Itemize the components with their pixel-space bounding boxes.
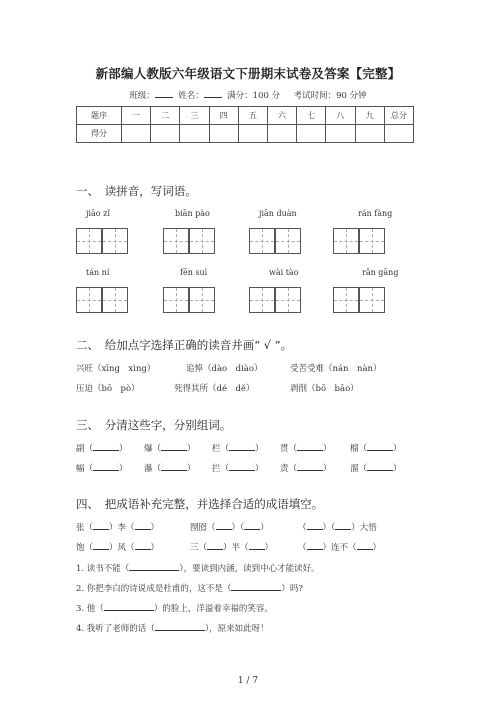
word-group-item: 栏（ ）	[212, 444, 264, 454]
character: 责	[280, 464, 289, 474]
word-group-item: 溜（ ）	[350, 464, 402, 474]
question-text: ），原来如此呀！	[204, 624, 269, 634]
answer-blank[interactable]	[244, 521, 260, 530]
answer-blank[interactable]	[367, 462, 393, 471]
score-header-cell: 总分	[384, 107, 413, 125]
pronunciation-item: 追悼（dào diào）	[186, 364, 263, 374]
class-label: 班级：	[129, 91, 155, 101]
writing-box[interactable]	[333, 287, 359, 313]
answer-blank[interactable]	[297, 462, 323, 471]
name-blank	[204, 89, 222, 98]
character: 榴	[350, 444, 359, 454]
section-2-heading: 二、 给加点字选择正确的读音并画“ √ ”。	[76, 338, 293, 352]
answer-blank[interactable]	[357, 541, 373, 550]
character: 幅	[76, 464, 85, 474]
writing-box[interactable]	[189, 228, 215, 254]
pronunciation-item: 受苦受难（nán nàn）	[290, 364, 382, 374]
answer-blank[interactable]	[129, 562, 179, 571]
idiom-text: （	[298, 523, 307, 533]
fill-question-2	[76, 582, 303, 594]
score-header-cell: 二	[151, 107, 180, 125]
section-1-heading: 一、 读拼音，写词语。	[76, 184, 197, 198]
score-header-cell: 八	[326, 107, 355, 125]
answer-blank[interactable]	[231, 582, 281, 591]
writing-box[interactable]	[102, 287, 128, 313]
score-table-score-row	[77, 125, 414, 143]
character: 瀑	[144, 464, 153, 474]
pinyin-label: biān pào	[175, 209, 210, 218]
character: 拦	[212, 464, 221, 474]
answer-blank[interactable]	[297, 442, 323, 451]
answer-blank[interactable]	[155, 622, 205, 631]
score-cell[interactable]	[180, 125, 209, 143]
question-text: 1. 读书不能（	[76, 564, 130, 574]
idiom-text: ）半（	[223, 543, 249, 553]
score-cell[interactable]	[151, 125, 180, 143]
pronunciation-item: 死得其所（dé dě）	[174, 384, 255, 394]
pinyin-label: jiāo zǐ	[86, 209, 110, 218]
idiom-row	[190, 541, 273, 553]
pinyin-label: rán fàng	[358, 209, 393, 218]
answer-blank[interactable]	[93, 462, 119, 471]
page-title: 新部编人教版六年级语文下册期末试卷及答案【完整】	[95, 66, 401, 81]
answer-blank[interactable]	[335, 521, 351, 530]
idiom-text: 三（	[190, 543, 208, 553]
writing-box[interactable]	[359, 287, 385, 313]
pinyin-label: tán ní	[86, 268, 110, 277]
character: 爆	[144, 444, 153, 454]
idiom-row	[190, 521, 269, 533]
answer-blank[interactable]	[93, 541, 109, 550]
word-group-item: 副（ ）	[76, 444, 128, 454]
answer-blank[interactable]	[161, 442, 187, 451]
score-row-label: 得分	[77, 125, 122, 143]
class-blank	[155, 89, 173, 98]
answer-blank[interactable]	[135, 541, 151, 550]
answer-blank[interactable]	[135, 521, 151, 530]
idiom-row	[76, 521, 159, 533]
writing-box[interactable]	[333, 228, 359, 254]
writing-box[interactable]	[76, 228, 102, 254]
pinyin-label: wài tào	[269, 268, 299, 277]
score-cell[interactable]	[355, 125, 384, 143]
score-cell[interactable]	[209, 125, 238, 143]
idiom-text: 囫囵（	[190, 523, 216, 533]
full-score: 满分：100 分	[227, 91, 281, 101]
question-text: 2. 你把李白的诗说成是杜甫的，这不是（	[76, 584, 232, 594]
writing-box[interactable]	[76, 287, 102, 313]
pinyin-label: fēn suì	[180, 268, 208, 277]
answer-blank[interactable]	[229, 442, 255, 451]
idiom-text: ）	[150, 543, 160, 553]
character: 溜	[350, 464, 359, 474]
idiom-text: ）	[264, 543, 274, 553]
answer-blank[interactable]	[93, 521, 109, 530]
exam-time: 考试时间：90 分钟	[293, 91, 367, 101]
answer-blank[interactable]	[93, 442, 119, 451]
word-group-item: 爆（ ）	[144, 444, 196, 454]
word-group-item: 榴（ ）	[350, 444, 402, 454]
pinyin-label: rǎn gāng	[362, 268, 399, 277]
score-cell[interactable]	[384, 125, 413, 143]
idiom-row	[298, 541, 381, 553]
question-text: 4. 我听了老师的话（	[76, 624, 155, 634]
idiom-text: （	[298, 543, 307, 553]
question-text: ）的脸上，洋溢着幸福的笑容。	[153, 604, 273, 614]
idiom-text: ）	[150, 523, 160, 533]
score-table	[76, 106, 414, 143]
character: 贯	[280, 444, 289, 454]
writing-box[interactable]	[249, 287, 275, 313]
word-group-item: 瀑（ ）	[144, 464, 196, 474]
question-text: 3. 他（	[76, 604, 104, 614]
answer-blank[interactable]	[307, 521, 323, 530]
writing-box[interactable]	[249, 228, 275, 254]
score-cell[interactable]	[122, 125, 151, 143]
word-group-item: 贯（ ）	[280, 444, 332, 454]
answer-blank[interactable]	[229, 462, 255, 471]
idiom-text: ）大悟	[351, 523, 377, 533]
score-header-cell: 五	[238, 107, 267, 125]
character: 副	[76, 444, 85, 454]
fill-question-4	[76, 622, 269, 634]
writing-box[interactable]	[275, 287, 301, 313]
score-header-cell: 七	[297, 107, 326, 125]
answer-blank[interactable]	[249, 541, 265, 550]
idiom-text: ）	[260, 523, 269, 533]
score-cell[interactable]	[267, 125, 296, 143]
writing-box[interactable]	[163, 228, 189, 254]
answer-blank[interactable]	[367, 442, 393, 451]
character: 栏	[212, 444, 221, 454]
score-header-cell: 九	[355, 107, 384, 125]
idiom-text: ）	[372, 543, 382, 553]
word-group-item: 幅（ ）	[76, 464, 128, 474]
score-cell[interactable]	[238, 125, 267, 143]
pinyin-label: jiān duàn	[259, 209, 297, 218]
writing-box[interactable]	[189, 287, 215, 313]
score-header-cell: 题序	[77, 107, 122, 125]
idiom-row	[298, 521, 377, 533]
word-group-item: 责（ ）	[280, 464, 332, 474]
score-header-cell: 四	[209, 107, 238, 125]
writing-box[interactable]	[275, 228, 301, 254]
idiom-text: ）（	[231, 523, 245, 533]
section-3-heading: 三、 分清这些字，分别组词。	[76, 418, 232, 432]
writing-box[interactable]	[359, 228, 385, 254]
section-4-heading: 四、 把成语补充完整，并选择合适的成语填空。	[76, 497, 324, 511]
idiom-text: 张（	[76, 523, 94, 533]
page-number: 1 / 7	[237, 676, 259, 686]
score-header-cell: 六	[267, 107, 296, 125]
question-text: ）吗?	[281, 584, 303, 594]
idiom-text: 饱（	[76, 543, 94, 553]
score-table-header-row	[77, 107, 414, 125]
answer-blank[interactable]	[216, 521, 232, 530]
exam-info	[0, 89, 496, 101]
writing-box[interactable]	[163, 287, 189, 313]
answer-blank[interactable]	[104, 602, 154, 611]
idiom-text: ）连不（	[322, 543, 357, 553]
question-text: ），要读到内涵，读到中心才能读好。	[179, 564, 320, 574]
answer-blank[interactable]	[207, 541, 223, 550]
answer-blank[interactable]	[307, 541, 323, 550]
pronunciation-item: 剥削（bō bāo）	[290, 384, 359, 394]
idiom-text: ）（	[322, 523, 336, 533]
name-label: 姓名：	[178, 91, 204, 101]
idiom-text: ）李（	[109, 523, 135, 533]
score-cell[interactable]	[297, 125, 326, 143]
score-cell[interactable]	[326, 125, 355, 143]
idiom-text: ）风（	[109, 543, 135, 553]
idiom-row	[76, 541, 159, 553]
score-header-cell: 一	[122, 107, 151, 125]
fill-question-1	[76, 562, 320, 574]
fill-question-3	[76, 602, 273, 614]
word-group-item: 拦（ ）	[212, 464, 264, 474]
pronunciation-item: 压迫（bō pò）	[76, 384, 140, 394]
score-header-cell: 三	[180, 107, 209, 125]
pronunciation-item: 兴旺（xīng xìng）	[76, 364, 156, 374]
writing-box[interactable]	[102, 228, 128, 254]
answer-blank[interactable]	[161, 462, 187, 471]
